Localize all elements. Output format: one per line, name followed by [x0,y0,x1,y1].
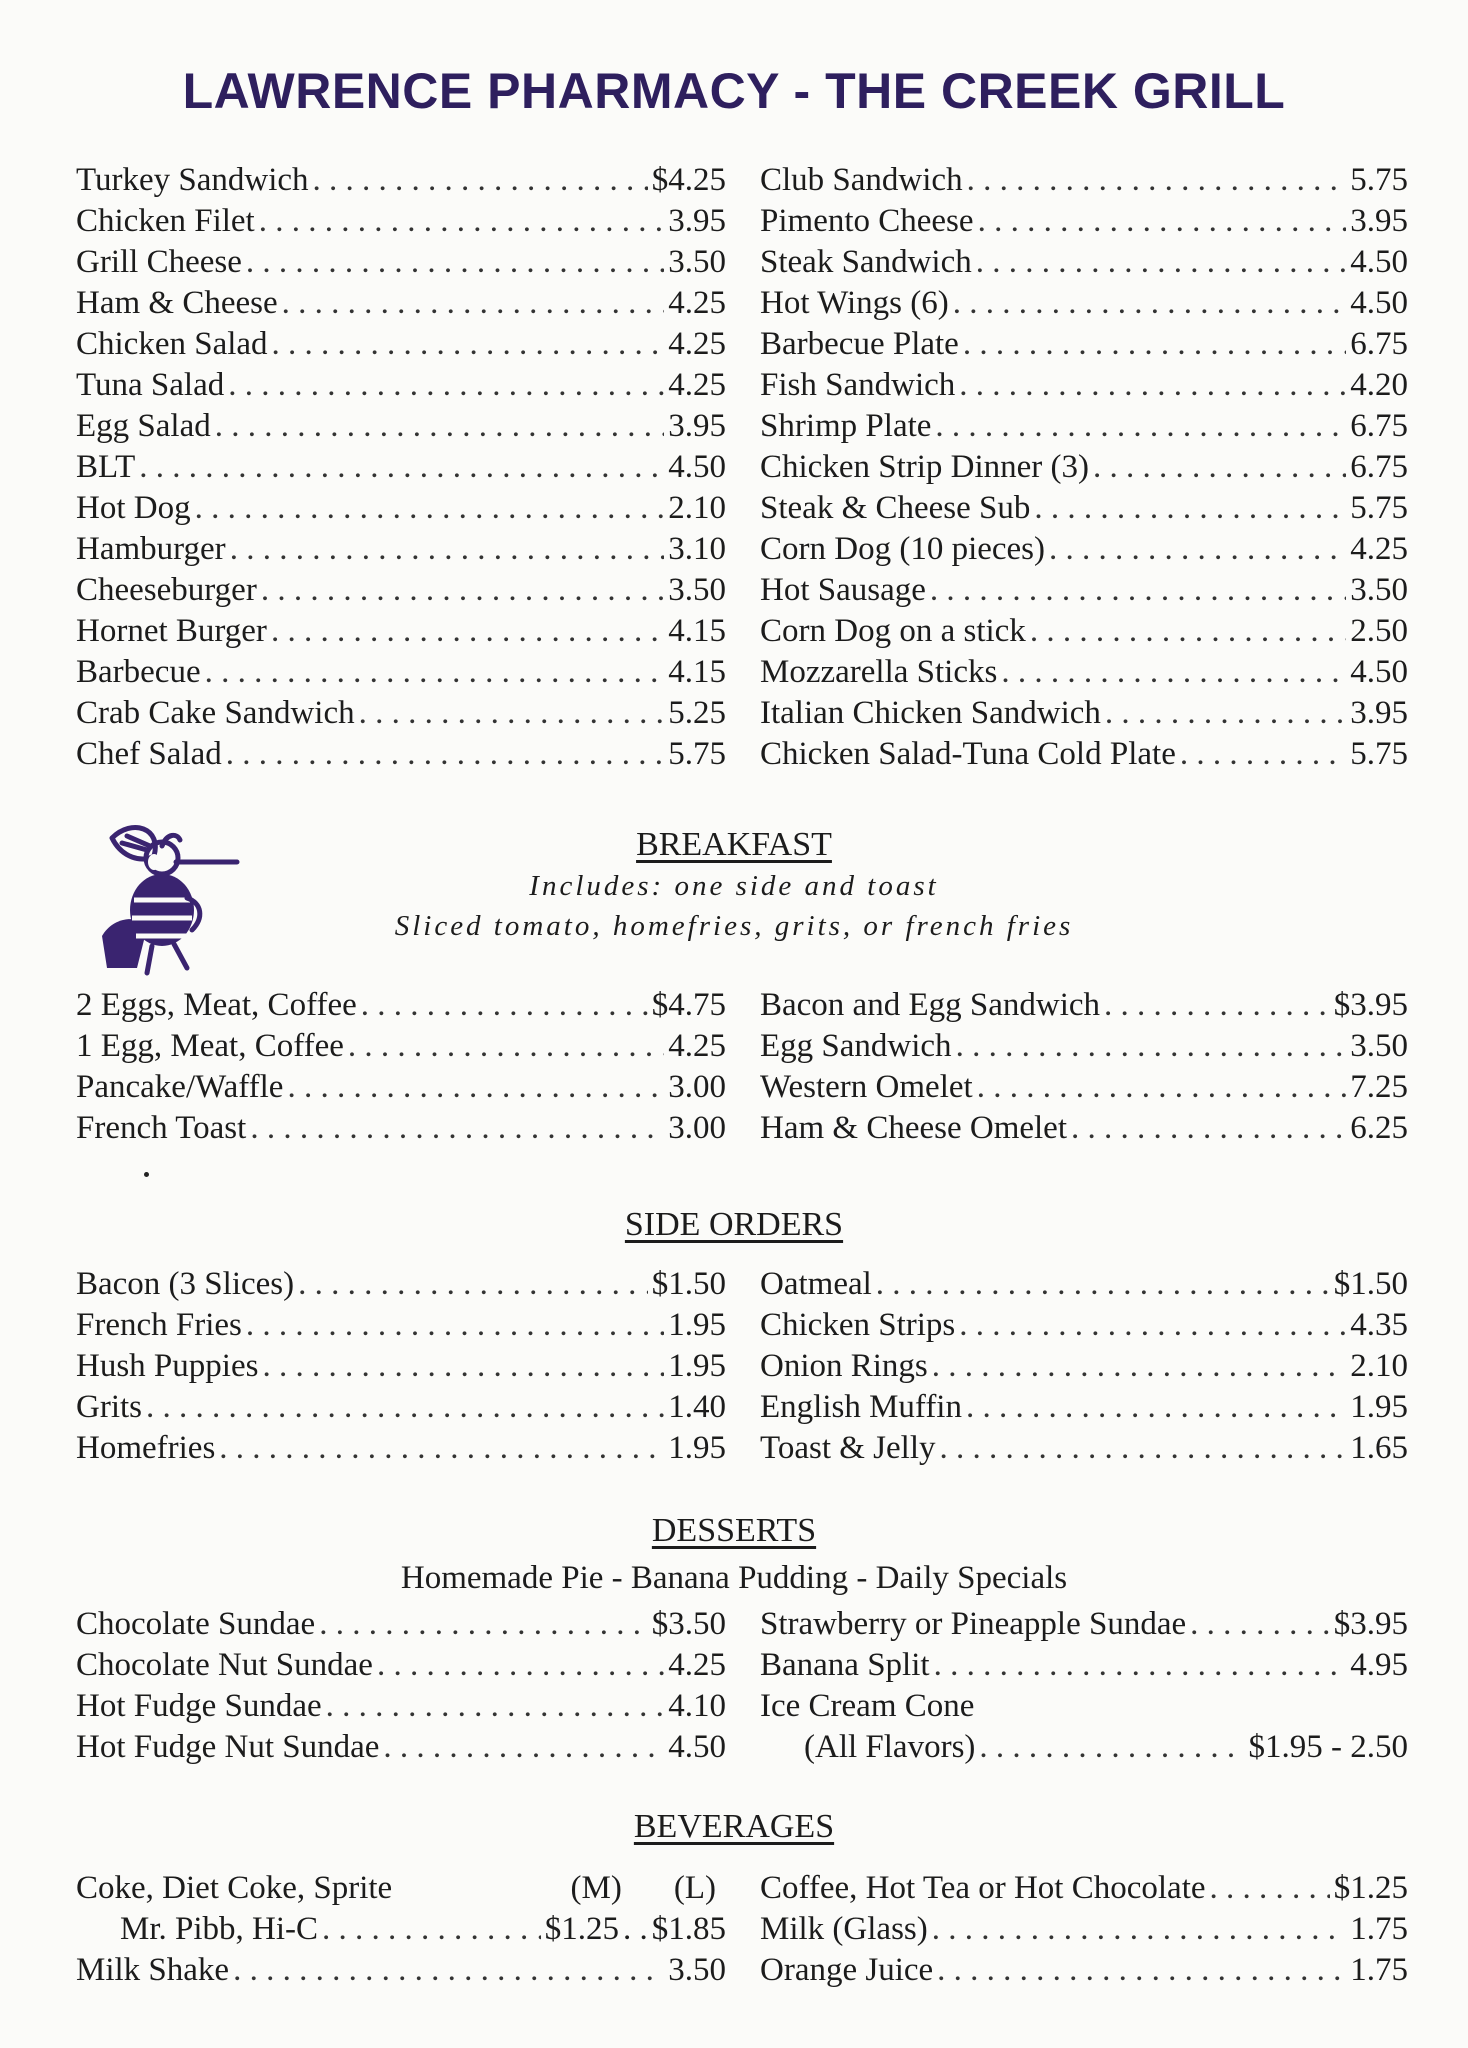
item-price: 4.50 [1350,244,1408,280]
menu-item [76,283,726,324]
menu-item [760,1645,1408,1686]
breakfast-includes-note: Includes: one side and toast [529,870,939,902]
leader-dots [246,242,664,283]
menu-item [760,447,1408,488]
leader-dots [966,1387,1346,1428]
item-price: 3.95 [1350,203,1408,239]
leader-dots [1105,693,1346,734]
item-name: Barbecue Plate [760,326,959,362]
item-name: 1 Egg, Meat, Coffee [76,1028,344,1064]
item-name: Hot Fudge Nut Sundae [76,1729,380,1765]
menu-item [760,488,1408,529]
leader-dots [322,1909,541,1950]
menu-item [760,1727,1408,1768]
leader-dots [383,1727,664,1768]
menu-item [760,242,1408,283]
item-price: 6.25 [1350,1110,1408,1146]
menu-item [760,1686,1408,1727]
leader-dots [1180,734,1346,775]
leader-dots [979,1727,1244,1768]
beverages-heading: BEVERAGES [633,1808,835,1845]
leader-dots [361,985,648,1026]
item-name: English Muffin [760,1389,962,1425]
leader-dots [215,406,665,447]
menu-item [760,1346,1408,1387]
leader-dots [940,1428,1347,1469]
menu-item [760,1387,1408,1428]
item-name: Homefries [76,1430,216,1466]
menu-item [76,1346,726,1387]
item-name: Pimento Cheese [760,203,974,239]
item-name: Milk (Glass) [760,1911,928,1947]
menu-item [76,1108,726,1149]
leader-dots [959,1305,1346,1346]
item-price: 4.10 [668,1688,726,1724]
menu-item [76,529,726,570]
leader-dots [1071,1108,1346,1149]
item-price: 1.75 [1350,1952,1408,1988]
item-name: Oatmeal [760,1266,872,1302]
menu-item [76,693,726,734]
item-price: 5.75 [1350,736,1408,772]
leader-dots [205,652,665,693]
menu-item [760,1868,1408,1909]
item-name: Hot Dog [76,490,191,526]
item-name: Pancake/Waffle [76,1069,284,1105]
item-name: Cheeseburger [76,572,257,608]
item-name: Egg Salad [76,408,211,444]
leader-dots [259,201,665,242]
leader-dots [930,570,1346,611]
item-price: 4.25 [668,367,726,403]
item-price: 1.40 [668,1389,726,1425]
price-large: $1.85 [651,1911,726,1947]
leader-dots [932,1909,1347,1950]
item-price: 7.25 [1350,1069,1408,1105]
leader-dots [934,1645,1347,1686]
leader-dots [348,1026,664,1067]
leader-dots [963,324,1346,365]
item-price: 4.50 [668,449,726,485]
breakfast-heading: BREAKFAST [636,826,832,863]
beverages-right-column [760,1868,1408,1991]
leader-dots [226,734,665,775]
leader-dots: . . [623,1911,648,1947]
item-name: Corn Dog (10 pieces) [760,531,1046,567]
menu-item [760,611,1408,652]
item-price: 4.95 [1350,1647,1408,1683]
leader-dots [195,488,665,529]
item-price: $1.50 [651,1266,726,1302]
item-name: Steak Sandwich [760,244,972,280]
item-name: Barbecue [76,654,201,690]
leader-dots [313,160,648,201]
item-name: Crab Cake Sandwich [76,695,355,731]
item-price: 1.95 [1350,1389,1408,1425]
item-name: Shrimp Plate [760,408,932,444]
lunch-right-column [760,160,1408,775]
item-price: 1.65 [1350,1430,1408,1466]
item-name: Milk Shake [76,1952,230,1988]
leader-dots [1104,985,1330,1026]
menu-item [76,324,726,365]
item-name: Ice Cream Cone [760,1688,975,1724]
item-name: Club Sandwich [760,162,963,198]
item-price: 5.75 [1350,162,1408,198]
item-name: Chicken Salad [76,326,268,362]
item-name: Mr. Pibb, Hi-C [120,1911,319,1947]
leader-dots [139,447,664,488]
leader-dots [1093,447,1346,488]
leader-dots [1210,1868,1330,1909]
item-name: Chocolate Sundae [76,1606,316,1642]
menu-item [760,1909,1408,1950]
menu-item [76,652,726,693]
item-price: 4.25 [668,285,726,321]
leader-dots [146,1387,664,1428]
leader-dots [250,1108,664,1149]
item-name: Western Omelet [760,1069,973,1105]
item-name: Onion Rings [760,1348,928,1384]
leader-dots [359,693,665,734]
leader-dots [219,1428,664,1469]
price-medium: $1.25 [544,1911,619,1947]
item-name: Steak & Cheese Sub [760,490,1031,526]
item-name: Grill Cheese [76,244,242,280]
side-orders-heading: SIDE ORDERS [624,1206,844,1243]
menu-item [76,1026,726,1067]
item-price: 1.95 [668,1307,726,1343]
desserts-right-column [760,1604,1408,1768]
menu-item [76,488,726,529]
item-price: 4.35 [1350,1307,1408,1343]
item-name: Coffee, Hot Tea or Hot Chocolate [760,1870,1206,1906]
item-name: Hot Sausage [760,572,926,608]
item-price: $3.95 [1333,1606,1408,1642]
desserts-left-column [76,1604,726,1768]
item-name: Ham & Cheese [76,285,278,321]
item-price: 4.15 [668,613,726,649]
menu-item [76,1727,726,1768]
item-price: 4.25 [668,1647,726,1683]
item-name: French Toast [76,1110,247,1146]
item-price: 4.25 [1350,531,1408,567]
item-name: Orange Juice [760,1952,934,1988]
menu-item [760,1108,1408,1149]
leader-dots [298,1264,648,1305]
menu-item [76,1264,726,1305]
item-name: Fish Sandwich [760,367,956,403]
item-name: Strawberry or Pineapple Sundae [760,1606,1187,1642]
item-price: 1.75 [1350,1911,1408,1947]
item-name: Turkey Sandwich [76,162,309,198]
item-name: Chocolate Nut Sundae [76,1647,373,1683]
leader-dots [959,365,1346,406]
item-name: Tuna Salad [76,367,225,403]
item-price: 3.00 [668,1110,726,1146]
leader-dots [932,1346,1346,1387]
menu-item [760,570,1408,611]
item-price: 5.75 [668,736,726,772]
item-price: 4.15 [668,654,726,690]
item-name: Banana Split [760,1647,930,1683]
item-name: Ham & Cheese Omelet [760,1110,1067,1146]
leader-dots [246,1305,664,1346]
item-price: 3.95 [1350,695,1408,731]
item-price: 3.00 [668,1069,726,1105]
item-price: $1.50 [1333,1266,1408,1302]
size-medium-label: (M) [570,1870,622,1906]
item-name: 2 Eggs, Meat, Coffee [76,987,357,1023]
item-name: Hot Wings (6) [760,285,949,321]
menu-item [760,406,1408,447]
item-name: Bacon and Egg Sandwich [760,987,1101,1023]
item-name: Chef Salad [76,736,222,772]
leader-dots [319,1604,648,1645]
item-price: 4.25 [668,326,726,362]
menu-item [76,1909,726,1950]
item-name: Italian Chicken Sandwich [760,695,1101,731]
menu-item [76,611,726,652]
menu-item [76,1428,726,1469]
item-price: 2.10 [668,490,726,526]
item-name: BLT [76,449,136,485]
size-large-label: (L) [673,1870,716,1906]
leader-dots [233,1950,664,1991]
desserts-heading: DESSERTS [651,1512,817,1549]
item-name: (All Flavors) [804,1729,976,1765]
leader-dots [287,1067,664,1108]
item-name: Hot Fudge Sundae [76,1688,322,1724]
sides-right-column [760,1264,1408,1469]
menu-item [76,365,726,406]
print-speck [144,1172,149,1177]
menu-item [76,1387,726,1428]
menu-item [76,1604,726,1645]
menu-item [760,1264,1408,1305]
menu-item [76,1868,726,1909]
breakfast-left-column [76,985,726,1149]
item-price: 2.50 [1350,613,1408,649]
item-price: $1.95 - 2.50 [1248,1729,1408,1765]
leader-dots [956,1026,1347,1067]
menu-item [760,283,1408,324]
leader-dots [935,406,1346,447]
menu-item [760,529,1408,570]
item-name: French Fries [76,1307,242,1343]
leader-dots [326,1686,665,1727]
leader-dots [978,201,1347,242]
menu-item [76,242,726,283]
item-name: Hush Puppies [76,1348,259,1384]
menu-item [760,201,1408,242]
menu-item [76,406,726,447]
item-name: Corn Dog on a stick [760,613,1026,649]
item-name: Chicken Salad-Tuna Cold Plate [760,736,1176,772]
leader-dots [262,1346,664,1387]
item-price: 6.75 [1350,449,1408,485]
menu-item [76,734,726,775]
menu-item [760,1428,1408,1469]
breakfast-sides-note: Sliced tomato, homefries, grits, or french fries [394,910,1074,942]
menu-item [760,324,1408,365]
item-name: Coke, Diet Coke, Sprite [76,1870,393,1906]
menu-item [76,985,726,1026]
menu-item [76,447,726,488]
item-price: 1.95 [668,1348,726,1384]
leader-dots [230,529,665,570]
leader-dots [1001,652,1346,693]
menu-item [760,1950,1408,1991]
menu-title: LAWRENCE PHARMACY - THE CREEK GRILL [182,63,1286,119]
breakfast-right-column [760,985,1408,1149]
item-price: $3.50 [651,1606,726,1642]
leader-dots [976,242,1347,283]
leader-dots [1049,529,1346,570]
sides-left-column [76,1264,726,1469]
leader-dots [1190,1604,1330,1645]
menu-item [76,160,726,201]
menu-item [76,1645,726,1686]
menu-item [760,1026,1408,1067]
item-price: 3.50 [668,244,726,280]
dessert-specials: Homemade Pie - Banana Pudding - Daily Specials [400,1560,1068,1596]
item-name: Chicken Filet [76,203,255,239]
item-name: Egg Sandwich [760,1028,952,1064]
item-price: 3.50 [1350,1028,1408,1064]
item-price: 3.95 [668,408,726,444]
beverages-left-column [76,1868,726,1991]
leader-dots [1030,611,1346,652]
item-price: 5.75 [1350,490,1408,526]
item-price: 3.50 [1350,572,1408,608]
item-name: Mozzarella Sticks [760,654,998,690]
menu-item [76,570,726,611]
leader-dots [271,611,664,652]
item-name: Chicken Strips [760,1307,956,1343]
item-price: $3.95 [1333,987,1408,1023]
menu-item [76,1686,726,1727]
leader-dots [282,283,665,324]
menu-item [76,1950,726,1991]
menu-item [760,1305,1408,1346]
menu-item [760,365,1408,406]
menu-item [76,201,726,242]
leader-dots [228,365,664,406]
item-price: 3.50 [668,572,726,608]
leader-dots [937,1950,1346,1991]
item-price: 1.95 [668,1430,726,1466]
item-price: 3.10 [668,531,726,567]
leader-dots [977,1067,1347,1108]
menu-item [760,693,1408,734]
item-price: 4.25 [668,1028,726,1064]
leader-dots [953,283,1347,324]
item-price: $4.25 [651,162,726,198]
lunch-left-column [76,160,726,775]
item-price: $1.25 [1333,1870,1408,1906]
item-price: 5.25 [668,695,726,731]
leader-dots [876,1264,1330,1305]
item-price: 4.50 [1350,285,1408,321]
menu-item [760,652,1408,693]
leader-dots [377,1645,664,1686]
menu-item [760,734,1408,775]
item-name: Hamburger [76,531,226,567]
item-price: $4.75 [651,987,726,1023]
item-price: 6.75 [1350,326,1408,362]
item-price: 2.10 [1350,1348,1408,1384]
menu-item [760,1604,1408,1645]
item-price: 4.20 [1350,367,1408,403]
menu-item [760,985,1408,1026]
menu-item [760,1067,1408,1108]
leader-dots [261,570,664,611]
item-name: Hornet Burger [76,613,267,649]
menu-item [76,1305,726,1346]
item-price: 4.50 [1350,654,1408,690]
item-name: Chicken Strip Dinner (3) [760,449,1090,485]
item-name: Bacon (3 Slices) [76,1266,295,1302]
menu-item [760,160,1408,201]
menu-item [76,1067,726,1108]
leader-dots [272,324,665,365]
leader-dots [967,160,1347,201]
item-name: Toast & Jelly [760,1430,936,1466]
item-price: 3.95 [668,203,726,239]
item-price: 3.50 [668,1952,726,1988]
leader-dots [1034,488,1346,529]
item-name: Grits [76,1389,142,1425]
item-price: 4.50 [668,1729,726,1765]
item-price: 6.75 [1350,408,1408,444]
